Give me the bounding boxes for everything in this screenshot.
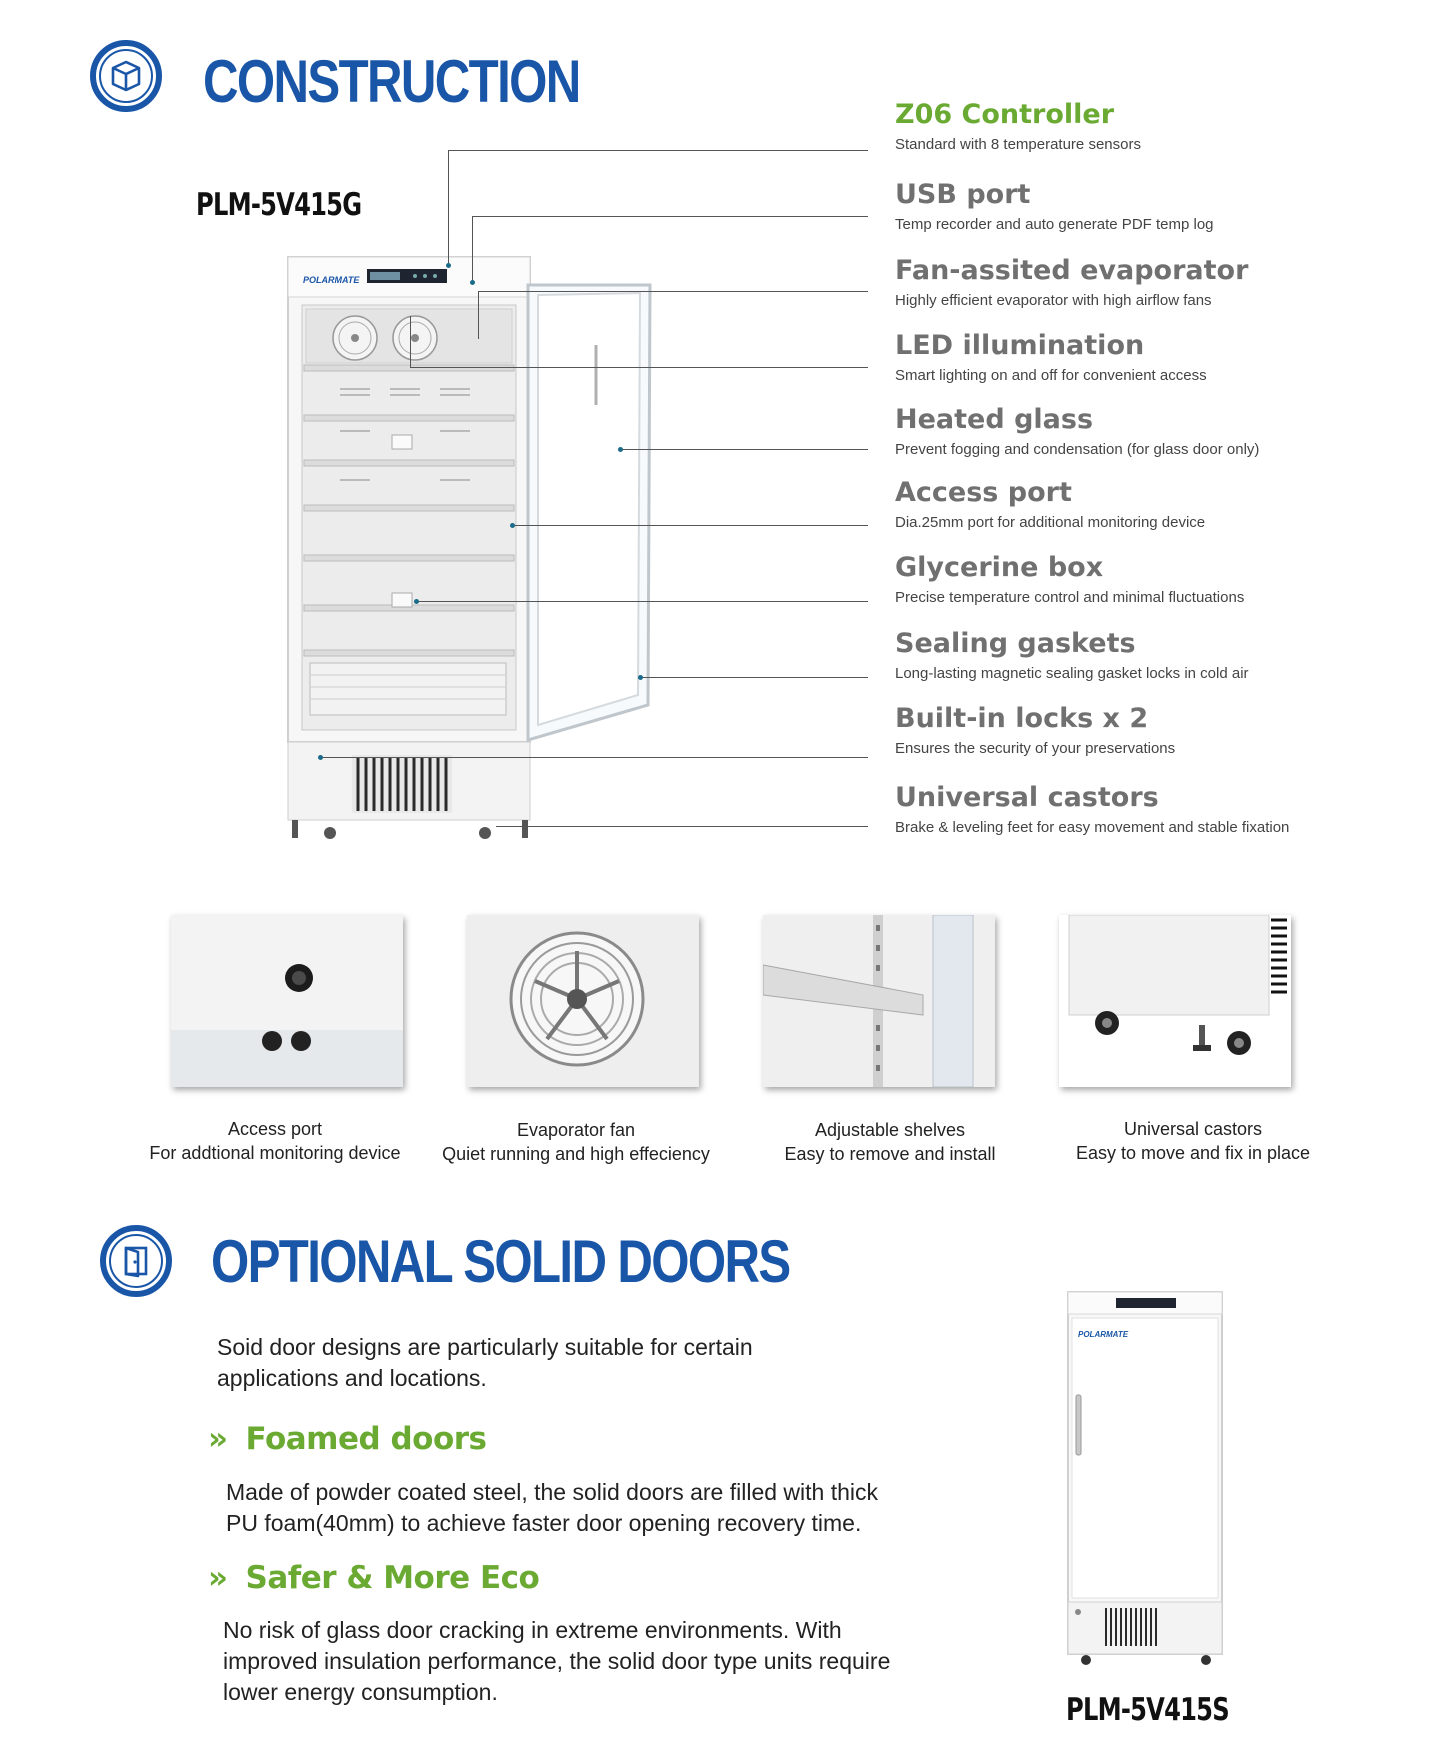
feature-desc: Brake & leveling feet for easy movement and stable fixation bbox=[895, 818, 1290, 836]
caption-universal-castors bbox=[1043, 1117, 1343, 1166]
leader-line bbox=[320, 757, 868, 758]
caption-line1: Access port bbox=[227, 1119, 323, 1139]
feature-title: USB port bbox=[895, 179, 1031, 210]
feature-title: Heated glass bbox=[895, 404, 1094, 435]
leader-line bbox=[478, 291, 479, 339]
leader-dot bbox=[510, 523, 515, 528]
leader-line bbox=[640, 677, 868, 678]
feature-desc: Highly efficient evaporator with high airflow fans bbox=[895, 291, 1212, 309]
feature-title: Z06 Controller bbox=[895, 99, 1115, 130]
feature-z06-controller bbox=[895, 100, 1415, 153]
eco-title: Safer & More Eco bbox=[245, 1560, 540, 1596]
feature-desc: Temp recorder and auto generate PDF temp log bbox=[895, 215, 1214, 233]
leader-dot bbox=[470, 280, 475, 285]
eco-heading bbox=[208, 1560, 539, 1596]
leader-line bbox=[472, 216, 473, 282]
leader-dot bbox=[618, 447, 623, 452]
caption-line1: Universal castors bbox=[1123, 1119, 1263, 1139]
feature-sealing-gaskets bbox=[895, 629, 1415, 682]
construction-section-icon bbox=[90, 40, 162, 112]
caption-line1: Evaporator fan bbox=[516, 1120, 636, 1140]
glass-door-fridge-image bbox=[270, 255, 665, 855]
leader-dot bbox=[446, 263, 451, 268]
construction-title: CONSTRUCTION bbox=[203, 48, 580, 115]
feature-title: Sealing gaskets bbox=[895, 628, 1136, 659]
feature-desc: Smart lighting on and off for convenient access bbox=[895, 366, 1207, 384]
solid-model-label: PLM-5V415S bbox=[1066, 1692, 1229, 1728]
feature-access-port bbox=[895, 478, 1415, 531]
feature-desc: Ensures the security of your preservations bbox=[895, 739, 1176, 757]
solid-doors-section-icon bbox=[100, 1225, 172, 1297]
caption-adjustable-shelves bbox=[740, 1118, 1040, 1167]
leader-line bbox=[496, 826, 868, 827]
leader-line bbox=[410, 316, 411, 367]
chevron-icon: » bbox=[208, 1421, 228, 1457]
leader-dot bbox=[318, 755, 323, 760]
glass-model-label: PLM-5V415G bbox=[196, 187, 362, 223]
photo-evaporator-fan bbox=[467, 915, 699, 1087]
feature-title: Universal castors bbox=[895, 782, 1159, 813]
solid-door-fridge-image bbox=[1066, 1290, 1226, 1670]
foamed-doors-heading bbox=[208, 1421, 487, 1457]
feature-desc: Prevent fogging and condensation (for glass door only) bbox=[895, 440, 1260, 458]
chevron-icon: » bbox=[208, 1560, 228, 1596]
leader-line bbox=[410, 367, 868, 368]
feature-usb-port bbox=[895, 180, 1415, 233]
solid-doors-intro: Soid door designs are particularly suitable for certain applications and locations. bbox=[217, 1334, 753, 1392]
caption-line2: Easy to move and fix in place bbox=[1075, 1143, 1311, 1164]
photo-universal-castors bbox=[1059, 915, 1291, 1087]
caption-evaporator-fan bbox=[426, 1118, 726, 1167]
solid-fridge-brand: POLARMATE bbox=[1078, 1330, 1129, 1339]
feature-title: LED illumination bbox=[895, 330, 1145, 361]
caption-access-port bbox=[125, 1117, 425, 1166]
caption-line2: Quiet running and high effeciency bbox=[442, 1144, 710, 1165]
solid-doors-title: OPTIONAL SOLID DOORS bbox=[211, 1228, 790, 1295]
photo-access-port bbox=[171, 915, 403, 1087]
foamed-doors-title: Foamed doors bbox=[245, 1421, 487, 1457]
photo-adjustable-shelves bbox=[763, 915, 995, 1087]
feature-desc: Dia.25mm port for additional monitoring device bbox=[895, 513, 1206, 531]
glass-fridge-brand: POLARMATE bbox=[303, 275, 360, 285]
feature-desc: Precise temperature control and minimal fluctuations bbox=[895, 588, 1245, 606]
leader-dot bbox=[414, 599, 419, 604]
feature-built-in-locks bbox=[895, 704, 1415, 757]
leader-line bbox=[448, 150, 449, 266]
caption-line2: Easy to remove and install bbox=[784, 1144, 996, 1165]
leader-line bbox=[478, 291, 868, 292]
feature-title: Glycerine box bbox=[895, 552, 1104, 583]
eco-text: No risk of glass door cracking in extreme environments. With improved insulation performance, the solid door type units require lower energy consumption. bbox=[223, 1617, 891, 1706]
leader-line bbox=[512, 525, 868, 526]
leader-line bbox=[416, 601, 868, 602]
feature-title: Fan-assited evaporator bbox=[895, 255, 1249, 286]
foamed-doors-text: Made of powder coated steel, the solid doors are filled with thick PU foam(40mm) to achieve faster door opening recovery time. bbox=[226, 1479, 879, 1537]
feature-led-illumination bbox=[895, 331, 1415, 384]
leader-dot bbox=[638, 675, 643, 680]
door-icon bbox=[119, 1244, 153, 1278]
feature-title: Built-in locks x 2 bbox=[895, 703, 1149, 734]
box-icon bbox=[109, 59, 143, 93]
feature-desc: Standard with 8 temperature sensors bbox=[895, 135, 1141, 153]
feature-heated-glass bbox=[895, 405, 1415, 458]
caption-line1: Adjustable shelves bbox=[814, 1120, 966, 1140]
feature-fan-evaporator bbox=[895, 256, 1415, 309]
leader-line bbox=[448, 150, 868, 151]
feature-glycerine-box bbox=[895, 553, 1415, 606]
leader-line bbox=[472, 216, 868, 217]
feature-desc: Long-lasting magnetic sealing gasket locks in cold air bbox=[895, 664, 1249, 682]
caption-line2: For addtional monitoring device bbox=[149, 1143, 401, 1164]
feature-universal-castors bbox=[895, 783, 1415, 836]
feature-title: Access port bbox=[895, 477, 1072, 508]
leader-line bbox=[620, 449, 868, 450]
